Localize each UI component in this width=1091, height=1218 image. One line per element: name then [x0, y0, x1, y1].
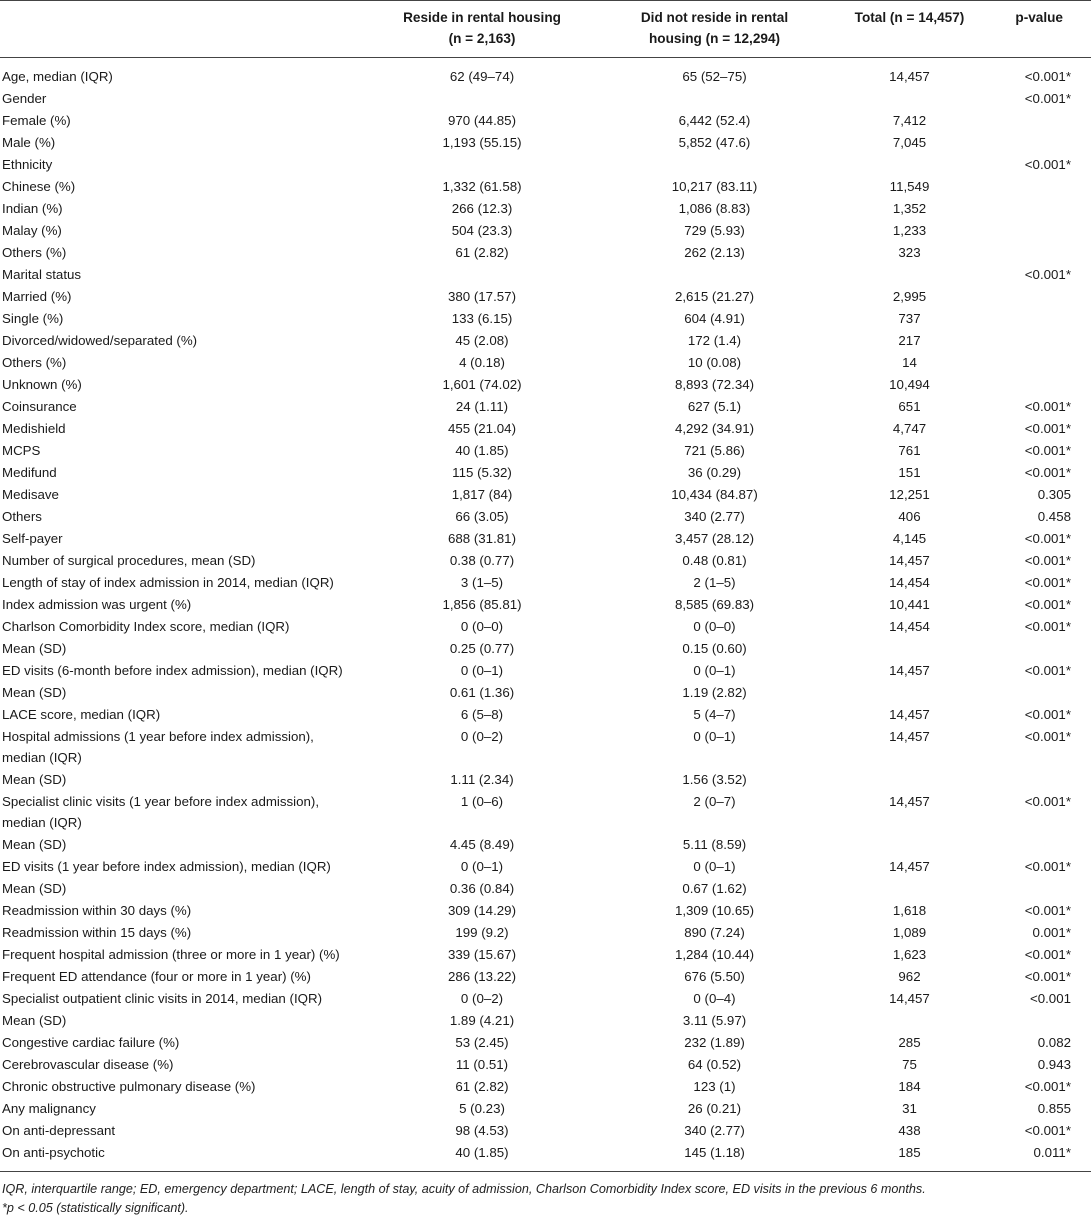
p-value: 0.458 — [1037, 509, 1071, 524]
row-label: Unknown (%) — [2, 377, 82, 392]
row-label: Specialist clinic visits (1 year before index admission), median (IQR) — [2, 794, 320, 830]
rental-value: 5 (0.23) — [459, 1101, 505, 1116]
total-value: 185 — [898, 1145, 921, 1160]
total-value — [827, 682, 992, 704]
row-label: Readmission within 15 days (%) — [2, 925, 192, 940]
total-value: 217 — [898, 333, 921, 348]
p-value: <0.001* — [1024, 69, 1071, 84]
table-row — [0, 988, 1091, 1010]
table-row — [0, 834, 1091, 856]
row-label: LACE score, median (IQR) — [2, 707, 161, 722]
total-value — [827, 878, 992, 900]
row-label: Congestive cardiac failure (%) — [2, 1035, 180, 1050]
p-value: 0.082 — [1037, 1035, 1071, 1050]
non-rental-value: 721 (5.86) — [684, 443, 745, 458]
non-rental-value: 8,585 (69.83) — [674, 597, 755, 612]
non-rental-value: 604 (4.91) — [684, 311, 745, 326]
rental-value: 0.25 (0.77) — [449, 641, 515, 656]
non-rental-value: 0 (0–1) — [693, 859, 736, 874]
total-value: 285 — [898, 1035, 921, 1050]
total-value: 12,251 — [889, 487, 930, 502]
table-row — [0, 440, 1091, 462]
rental-value: 1,193 (55.15) — [442, 135, 522, 150]
p-value: <0.001* — [1024, 947, 1071, 962]
row-label: On anti-depressant — [2, 1123, 116, 1138]
non-rental-value: 8,893 (72.34) — [674, 377, 755, 392]
header-row — [0, 1, 1091, 58]
row-label: Gender — [2, 91, 47, 106]
row-label: Medishield — [2, 421, 66, 436]
total-value: 14,457 — [889, 707, 930, 722]
table-row — [0, 308, 1091, 330]
non-rental-value: 5,852 (47.6) — [678, 135, 751, 150]
rental-value: 40 (1.85) — [455, 443, 509, 458]
p-value: <0.001* — [1024, 531, 1071, 546]
table-row — [0, 418, 1091, 440]
p-value: 0.855 — [1037, 1101, 1071, 1116]
p-value: <0.001* — [1024, 443, 1071, 458]
total-value: 14,457 — [889, 859, 930, 874]
total-value: 31 — [902, 1101, 917, 1116]
row-label: Coinsurance — [2, 399, 77, 414]
table-row — [0, 856, 1091, 878]
non-rental-value: 26 (0.21) — [687, 1101, 742, 1116]
row-label: Divorced/widowed/separated (%) — [2, 333, 198, 348]
total-value: 14 — [902, 355, 917, 370]
rental-value: 1.89 (4.21) — [449, 1013, 515, 1028]
total-value: 10,494 — [889, 377, 930, 392]
rental-value: 53 (2.45) — [455, 1035, 509, 1050]
row-label: Self-payer — [2, 531, 63, 546]
p-value — [992, 769, 1091, 791]
table-row — [0, 528, 1091, 550]
p-value: <0.001 — [1029, 991, 1071, 1006]
table-row — [0, 1098, 1091, 1120]
non-rental-value: 2 (0–7) — [693, 794, 736, 809]
rental-value: 4.45 (8.49) — [449, 837, 515, 852]
rental-value: 98 (4.53) — [455, 1123, 509, 1138]
total-value — [827, 1010, 992, 1032]
non-rental-value: 172 (1.4) — [687, 333, 742, 348]
p-value — [992, 110, 1091, 132]
table-row — [0, 550, 1091, 572]
rental-value: 380 (17.57) — [447, 289, 516, 304]
table-footnotes — [0, 1172, 1091, 1218]
non-rental-value: 232 (1.89) — [684, 1035, 745, 1050]
p-value: <0.001* — [1024, 729, 1071, 744]
header-rental: Reside in rental housing (n = 2,163) — [362, 1, 602, 58]
p-value: <0.001* — [1024, 553, 1071, 568]
rental-value: 266 (12.3) — [451, 201, 513, 216]
total-value: 10,441 — [889, 597, 930, 612]
non-rental-value: 0.48 (0.81) — [682, 553, 747, 568]
non-rental-value: 10 (0.08) — [687, 355, 742, 370]
total-value: 406 — [898, 509, 921, 524]
rental-value: 1 (0–6) — [460, 794, 504, 809]
total-value: 1,618 — [892, 903, 927, 918]
row-label: Female (%) — [2, 113, 71, 128]
rental-value: 1,332 (61.58) — [442, 179, 522, 194]
rental-value — [362, 264, 602, 286]
table-row — [0, 944, 1091, 966]
total-value: 1,352 — [892, 201, 927, 216]
p-value: <0.001* — [1024, 575, 1071, 590]
non-rental-value: 1.56 (3.52) — [682, 772, 747, 787]
total-value: 1,233 — [892, 223, 927, 238]
rental-value: 1,817 (84) — [451, 487, 513, 502]
table-row — [0, 110, 1091, 132]
non-rental-value: 0 (0–1) — [693, 663, 736, 678]
row-label: Mean (SD) — [2, 837, 67, 852]
rental-value: 133 (6.15) — [451, 311, 513, 326]
table-row — [0, 330, 1091, 352]
table-row — [0, 462, 1091, 484]
table-row — [0, 506, 1091, 528]
non-rental-value: 0 (0–1) — [693, 729, 736, 744]
table-row — [0, 594, 1091, 616]
row-label: Medisave — [2, 487, 59, 502]
rental-value: 0 (0–2) — [460, 729, 504, 744]
total-value: 14,454 — [889, 619, 930, 634]
p-value — [992, 198, 1091, 220]
row-label: Hospital admissions (1 year before index admission), median (IQR) — [2, 729, 314, 765]
p-value — [992, 176, 1091, 198]
row-label: ED visits (6-month before index admission), median (IQR) — [2, 663, 343, 678]
row-label: MCPS — [2, 443, 41, 458]
total-value: 151 — [898, 465, 921, 480]
rental-value: 1,601 (74.02) — [442, 377, 522, 392]
non-rental-value — [602, 264, 827, 286]
non-rental-value: 4,292 (34.91) — [674, 421, 755, 436]
row-label: Number of surgical procedures, mean (SD) — [2, 553, 256, 568]
non-rental-value: 3.11 (5.97) — [682, 1013, 747, 1028]
rental-value: 199 (9.2) — [455, 925, 509, 940]
p-value: <0.001* — [1024, 859, 1071, 874]
p-value — [992, 132, 1091, 154]
p-value — [992, 330, 1091, 352]
total-value — [827, 154, 992, 176]
p-value: <0.001* — [1024, 157, 1071, 172]
table-row — [0, 154, 1091, 176]
table-row — [0, 198, 1091, 220]
total-value — [827, 834, 992, 856]
rental-value: 40 (1.85) — [455, 1145, 509, 1160]
rental-value: 4 (0.18) — [459, 355, 505, 370]
total-value: 1,623 — [892, 947, 927, 962]
row-label: Charlson Comorbidity Index score, median (IQR) — [2, 619, 290, 634]
table-row — [0, 682, 1091, 704]
total-value: 438 — [898, 1123, 921, 1138]
table-row — [0, 966, 1091, 988]
p-value — [992, 638, 1091, 660]
p-value: 0.305 — [1037, 487, 1071, 502]
table-row — [0, 900, 1091, 922]
p-value — [992, 374, 1091, 396]
header-variable — [0, 1, 362, 58]
non-rental-value: 10,217 (83.11) — [671, 179, 758, 194]
row-label: Malay (%) — [2, 223, 62, 238]
table-row — [0, 1054, 1091, 1076]
row-label: Medifund — [2, 465, 57, 480]
rental-value: 1.11 (2.34) — [450, 772, 514, 787]
total-value: 962 — [898, 969, 921, 984]
rental-value: 62 (49–74) — [449, 69, 515, 84]
total-value: 184 — [898, 1079, 921, 1094]
non-rental-value: 6,442 (52.4) — [678, 113, 751, 128]
non-rental-value: 5.11 (8.59) — [682, 837, 747, 852]
non-rental-value: 0.67 (1.62) — [682, 881, 747, 896]
p-value: <0.001* — [1024, 597, 1071, 612]
p-value — [992, 1010, 1091, 1032]
table-row — [0, 1120, 1091, 1142]
row-label: On anti-psychotic — [2, 1145, 105, 1160]
table-row — [0, 396, 1091, 418]
row-label: Mean (SD) — [2, 641, 67, 656]
row-label: Chinese (%) — [2, 179, 76, 194]
rental-value: 688 (31.81) — [447, 531, 516, 546]
row-label: Others (%) — [2, 355, 67, 370]
total-value: 737 — [898, 311, 921, 326]
non-rental-value: 340 (2.77) — [684, 1123, 745, 1138]
table-row — [0, 878, 1091, 900]
p-value: <0.001* — [1024, 903, 1071, 918]
row-label: Others (%) — [2, 245, 67, 260]
rental-value: 1,856 (85.81) — [442, 597, 522, 612]
p-value: <0.001* — [1024, 969, 1071, 984]
non-rental-value: 5 (4–7) — [693, 707, 736, 722]
non-rental-value: 0.15 (0.60) — [682, 641, 747, 656]
total-value — [827, 264, 992, 286]
row-label: Mean (SD) — [2, 1013, 67, 1028]
non-rental-value: 1,284 (10.44) — [674, 947, 755, 962]
p-value: <0.001* — [1024, 663, 1071, 678]
rental-value: 0 (0–0) — [460, 619, 504, 634]
table-row — [0, 484, 1091, 506]
table-row — [0, 374, 1091, 396]
total-value: 7,412 — [892, 113, 927, 128]
total-value — [827, 638, 992, 660]
p-value — [992, 682, 1091, 704]
non-rental-value: 2,615 (21.27) — [674, 289, 755, 304]
total-value: 14,457 — [889, 991, 930, 1006]
rental-value — [362, 154, 602, 176]
p-value: 0.011* — [1033, 1145, 1071, 1160]
rental-value — [362, 88, 602, 110]
rental-value: 0 (0–1) — [460, 663, 504, 678]
total-value: 14,457 — [889, 553, 930, 568]
rental-value: 0 (0–1) — [460, 859, 504, 874]
p-value — [992, 878, 1091, 900]
total-value: 14,454 — [889, 575, 930, 590]
non-rental-value: 64 (0.52) — [687, 1057, 742, 1072]
rental-value: 0.36 (0.84) — [449, 881, 515, 896]
total-value: 4,145 — [892, 531, 927, 546]
row-label: Married (%) — [2, 289, 72, 304]
row-label: Mean (SD) — [2, 685, 67, 700]
non-rental-value: 676 (5.50) — [684, 969, 745, 984]
total-value — [827, 88, 992, 110]
table-row — [0, 58, 1091, 88]
non-rental-value: 145 (1.18) — [684, 1145, 745, 1160]
non-rental-value: 1.19 (2.82) — [682, 685, 747, 700]
header-total: Total (n = 14,457) — [827, 1, 992, 58]
table-row — [0, 1032, 1091, 1054]
total-value: 14,457 — [889, 729, 930, 744]
total-value: 14,457 — [889, 663, 930, 678]
rental-value: 24 (1.11) — [455, 399, 509, 414]
table-row — [0, 791, 1091, 834]
total-value: 1,089 — [892, 925, 927, 940]
row-label: Cerebrovascular disease (%) — [2, 1057, 174, 1072]
p-value — [992, 242, 1091, 264]
p-value: <0.001* — [1024, 794, 1071, 809]
row-label: Single (%) — [2, 311, 64, 326]
table-row — [0, 616, 1091, 638]
non-rental-value: 890 (7.24) — [684, 925, 745, 940]
row-label: Specialist outpatient clinic visits in 2014, median (IQR) — [2, 991, 323, 1006]
footnote-abbreviations: IQR, interquartile range; ED, emergency department; LACE, length of stay, acuity of admission, Charlson Comorbidity Index score, ED visits in the previous 6 months. — [2, 1182, 926, 1196]
rental-value: 61 (2.82) — [455, 1079, 509, 1094]
p-value: <0.001* — [1024, 91, 1071, 106]
table-row — [0, 1076, 1091, 1098]
non-rental-value: 36 (0.29) — [687, 465, 742, 480]
row-label: Frequent ED attendance (four or more in 1 year) (%) — [2, 969, 311, 984]
non-rental-value: 627 (5.1) — [687, 399, 742, 414]
table-row — [0, 922, 1091, 944]
row-label: Marital status — [2, 267, 82, 282]
table-row — [0, 242, 1091, 264]
row-label: Male (%) — [2, 135, 56, 150]
table-row — [0, 638, 1091, 660]
row-label: Frequent hospital admission (three or more in 1 year) (%) — [2, 947, 340, 962]
p-value: 0.001* — [1032, 925, 1071, 940]
p-value: <0.001* — [1024, 465, 1071, 480]
p-value: <0.001* — [1024, 707, 1071, 722]
table-row — [0, 1010, 1091, 1032]
footnote-significance: *p < 0.05 (statistically significant). — [2, 1201, 189, 1215]
non-rental-value — [602, 88, 827, 110]
p-value — [992, 220, 1091, 242]
table-row — [0, 132, 1091, 154]
row-label: Ethnicity — [2, 157, 53, 172]
rental-value: 970 (44.85) — [447, 113, 516, 128]
total-value: 14,457 — [889, 794, 930, 809]
rental-value: 455 (21.04) — [447, 421, 516, 436]
rental-value: 3 (1–5) — [460, 575, 504, 590]
p-value: <0.001* — [1024, 1123, 1071, 1138]
non-rental-value: 1,086 (8.83) — [678, 201, 751, 216]
table-row — [0, 352, 1091, 374]
rental-value: 6 (5–8) — [460, 707, 504, 722]
total-value: 75 — [902, 1057, 917, 1072]
total-value: 2,995 — [892, 289, 927, 304]
p-value: <0.001* — [1024, 267, 1071, 282]
row-label: Chronic obstructive pulmonary disease (%) — [2, 1079, 256, 1094]
p-value — [992, 308, 1091, 330]
non-rental-value: 65 (52–75) — [682, 69, 747, 84]
total-value: 11,549 — [889, 179, 930, 194]
rental-value: 0.61 (1.36) — [449, 685, 515, 700]
table-row — [0, 572, 1091, 594]
non-rental-value: 2 (1–5) — [693, 575, 736, 590]
rental-value: 309 (14.29) — [447, 903, 516, 918]
non-rental-value: 1,309 (10.65) — [674, 903, 755, 918]
non-rental-value: 340 (2.77) — [684, 509, 745, 524]
rental-value: 11 (0.51) — [455, 1057, 509, 1072]
rental-value: 66 (3.05) — [455, 509, 509, 524]
p-value — [992, 286, 1091, 308]
header-p-value: p-value — [992, 1, 1091, 58]
table-row — [0, 220, 1091, 242]
table-row — [0, 769, 1091, 791]
rental-value: 0 (0–2) — [460, 991, 504, 1006]
rental-value: 61 (2.82) — [455, 245, 509, 260]
rental-value: 339 (15.67) — [447, 947, 516, 962]
total-value: 323 — [898, 245, 921, 260]
table-header — [0, 1, 1091, 58]
p-value: <0.001* — [1024, 619, 1071, 634]
total-value — [827, 769, 992, 791]
table-body — [0, 58, 1091, 1172]
row-label: ED visits (1 year before index admission), median (IQR) — [2, 859, 331, 874]
row-label: Any malignancy — [2, 1101, 96, 1116]
non-rental-value: 3,457 (28.12) — [674, 531, 755, 546]
p-value: <0.001* — [1024, 1079, 1071, 1094]
table-row — [0, 88, 1091, 110]
non-rental-value: 0 (0–0) — [693, 619, 736, 634]
rental-value: 45 (2.08) — [455, 333, 509, 348]
total-value: 761 — [898, 443, 921, 458]
p-value — [992, 352, 1091, 374]
non-rental-value: 729 (5.93) — [684, 223, 745, 238]
p-value — [992, 834, 1091, 856]
row-label: Length of stay of index admission in 2014, median (IQR) — [2, 575, 334, 590]
total-value: 14,457 — [889, 69, 930, 84]
rental-value: 115 (5.32) — [452, 465, 512, 480]
non-rental-value: 0 (0–4) — [693, 991, 736, 1006]
row-label: Mean (SD) — [2, 772, 67, 787]
non-rental-value: 262 (2.13) — [684, 245, 745, 260]
table-row — [0, 704, 1091, 726]
p-value: 0.943 — [1037, 1057, 1071, 1072]
table-row — [0, 726, 1091, 769]
row-label: Mean (SD) — [2, 881, 67, 896]
row-label: Index admission was urgent (%) — [2, 597, 192, 612]
non-rental-value: 10,434 (84.87) — [671, 487, 758, 502]
rental-value: 0.38 (0.77) — [449, 553, 515, 568]
total-value: 7,045 — [892, 135, 927, 150]
rental-value: 286 (13.22) — [447, 969, 516, 984]
table-row — [0, 286, 1091, 308]
row-label: Readmission within 30 days (%) — [2, 903, 192, 918]
row-label: Others — [2, 509, 42, 524]
table-row — [0, 264, 1091, 286]
p-value: <0.001* — [1024, 399, 1071, 414]
table-row — [0, 176, 1091, 198]
row-label: Age, median (IQR) — [2, 69, 113, 84]
total-value: 4,747 — [892, 421, 927, 436]
total-value: 651 — [898, 399, 921, 414]
p-value: <0.001* — [1024, 421, 1071, 436]
rental-value: 504 (23.3) — [451, 223, 513, 238]
header-non-rental: Did not reside in rental housing (n = 12,294) — [602, 1, 827, 58]
row-label: Indian (%) — [2, 201, 63, 216]
table-row — [0, 660, 1091, 682]
non-rental-value — [602, 154, 827, 176]
non-rental-value: 123 (1) — [693, 1079, 736, 1094]
table-row — [0, 1142, 1091, 1172]
